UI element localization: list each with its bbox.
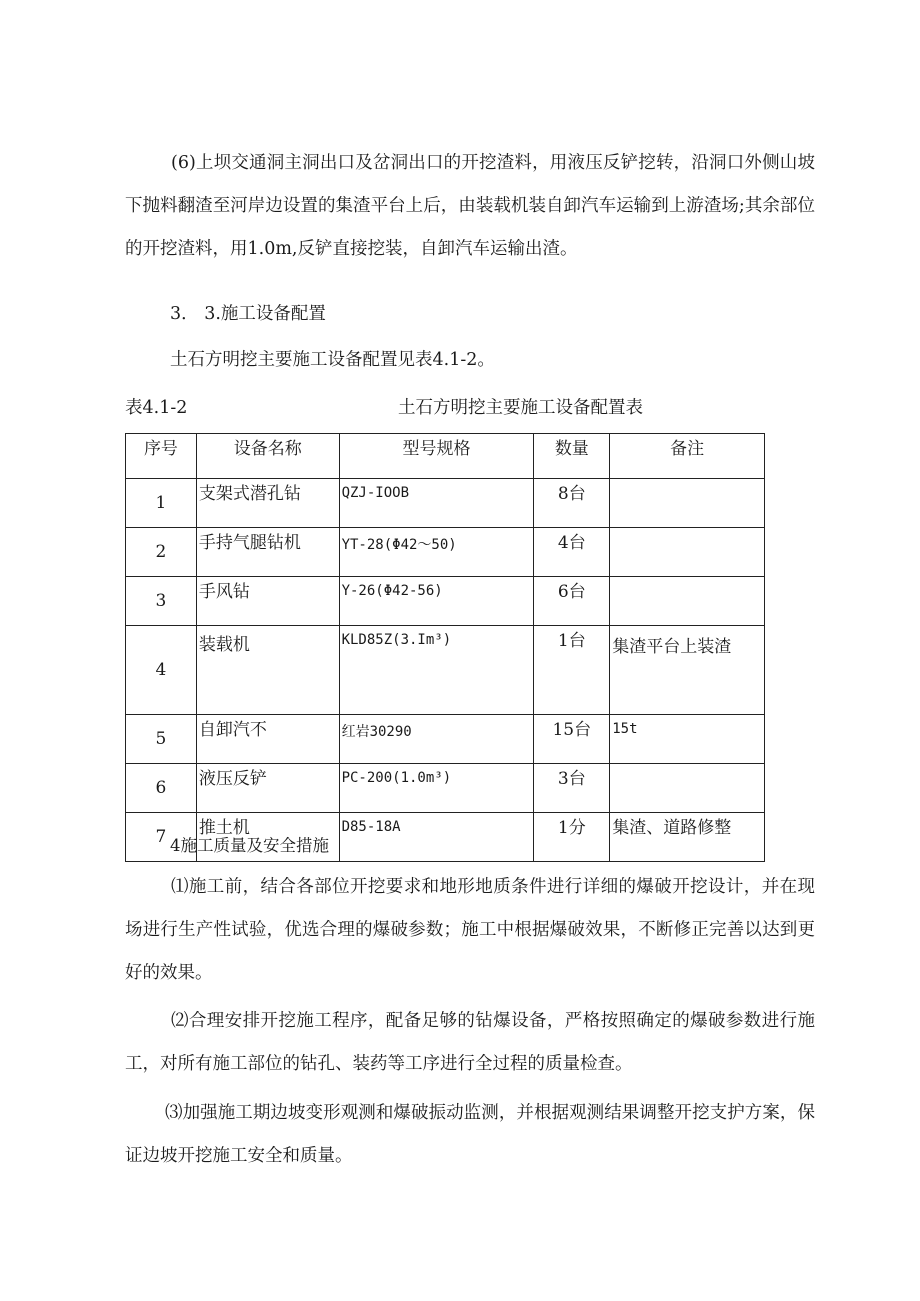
row-no: 2 (126, 528, 197, 577)
row-model: D85-18A (339, 813, 534, 862)
row-no: 7 (126, 813, 197, 862)
measure-3: ⑶加强施工期边坡变形观测和爆破振动监测，并根据观测结果调整开挖支护方案，保证边坡开挖施工安全和质量。 (125, 1103, 815, 1166)
row-model: 红岩30290 (339, 715, 534, 764)
row-model: KLD85Z(3.Im³) (339, 626, 534, 715)
row-name: 支架式潜孔钻 (196, 479, 339, 528)
table-row (126, 764, 765, 813)
row-name: 装载机 (196, 626, 339, 715)
table-label: 表4.1-2 (125, 398, 188, 418)
header-no: 序号 (126, 434, 197, 479)
row-name: 手风钻 (196, 577, 339, 626)
section4-heading: 4施工质量及安全措施 (170, 836, 329, 855)
row-qty: 6台 (534, 577, 610, 626)
row-no: 3 (126, 577, 197, 626)
row-note (610, 528, 765, 577)
row-note: 集渣平台上装渣 (610, 626, 765, 715)
row-qty: 3台 (534, 764, 610, 813)
row-note (610, 577, 765, 626)
table-intro: 土石方明挖主要施工设备配置见表4.1-2。 (170, 350, 495, 370)
paragraph-6: (6)上坝交通洞主洞出口及岔洞出口的开挖渣料，用液压反铲挖转，沿洞口外侧山坡下抛料翻渣至河岸边设置的集渣平台上后，由装载机装自卸汽车运输到上游渣场;其余部位的开挖渣料，用1.0m,反铲直接挖装，自卸汽车运输出渣。 (125, 153, 815, 259)
table-header-row (126, 434, 765, 479)
header-name: 设备名称 (196, 434, 339, 479)
row-model: QZJ-IOOB (339, 479, 534, 528)
row-model: Y-26(Φ42-56) (339, 577, 534, 626)
table-row (126, 528, 765, 577)
row-qty: 15台 (534, 715, 610, 764)
row-model: YT-28(Φ42～50) (339, 528, 534, 577)
row-qty: 1分 (534, 813, 610, 862)
measure-2: ⑵合理安排开挖施工程序，配备足够的钻爆设备，严格按照确定的爆破参数进行施工，对所有施工部位的钻孔、装药等工序进行全过程的质量检查。 (125, 1011, 815, 1074)
table-row (126, 479, 765, 528)
row-model: PC-200(1.0m³) (339, 764, 534, 813)
row-note: 15t (610, 715, 765, 764)
row-qty: 4台 (534, 528, 610, 577)
equipment-table (125, 433, 765, 862)
row-no: 4 (126, 626, 197, 715)
row-no: 6 (126, 764, 197, 813)
header-qty: 数量 (534, 434, 610, 479)
table-row (126, 715, 765, 764)
section-heading: 3． 3.施工设备配置 (170, 304, 326, 324)
row-name: 手持气腿钻机 (196, 528, 339, 577)
row-qty: 1台 (534, 626, 610, 715)
row-qty: 8台 (534, 479, 610, 528)
row-note: 集渣、道路修整 (610, 813, 765, 862)
row-note (610, 764, 765, 813)
row-name: 推土机 (196, 813, 339, 862)
measure-1: ⑴施工前，结合各部位开挖要求和地形地质条件进行详细的爆破开挖设计，并在现场进行生产性试验，优选合理的爆破参数；施工中根据爆破效果，不断修正完善以达到更好的效果。 (125, 877, 815, 983)
row-name: 自卸汽不 (196, 715, 339, 764)
table-row (126, 626, 765, 715)
header-note: 备注 (610, 434, 765, 479)
table-title: 土石方明挖主要施工设备配置表 (398, 398, 643, 418)
row-no: 5 (126, 715, 197, 764)
row-no: 1 (126, 479, 197, 528)
row-note (610, 479, 765, 528)
header-model: 型号规格 (339, 434, 534, 479)
table-row (126, 577, 765, 626)
row-name: 液压反铲 (196, 764, 339, 813)
